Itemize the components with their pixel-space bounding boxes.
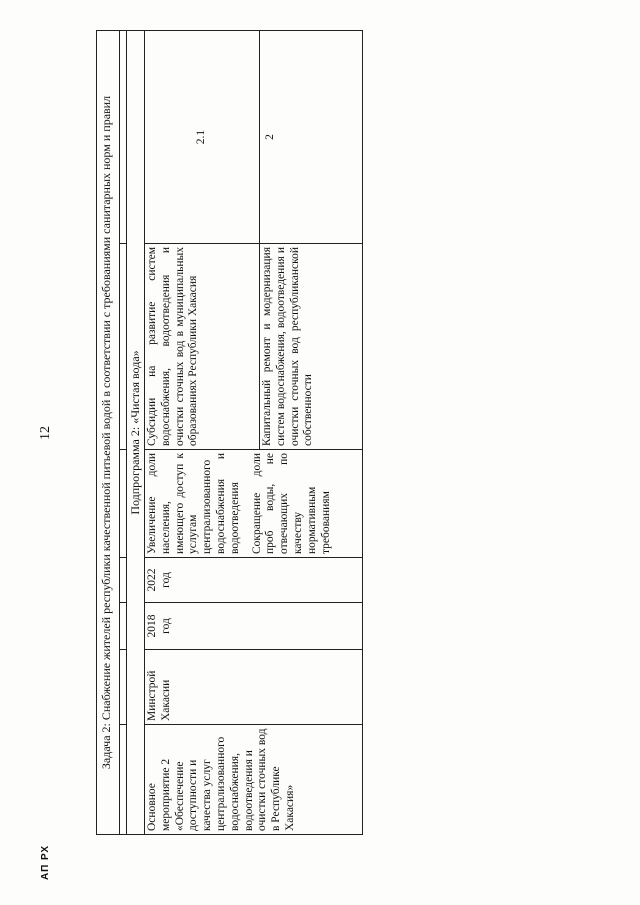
activity-1-cell: Субсидии на развитие систем водоснабжения, водоотведения и очистки сточных вод в муниципальных образованиях Республики Хакасия [145,244,260,450]
end-year-cell: 2022 год [145,558,363,603]
result-1: Увеличение доли населения, имеющего доступ к услугам централизованного водоснабжения и водоотведения [146,453,241,554]
activity-1-ref: 2.1 [145,31,260,244]
table-row [145,31,260,835]
event-cell: Основное мероприятие 2 «Обеспечение доступности и качества услуг централизованного водоснабжения, водоотведения и очистки сточных вод в Республике Хакасия» [145,725,363,835]
results-cell [145,450,363,558]
task-title: Задача 2: Снабжение жителей республики качественной питьевой водой в соответствии с требованиями санитарных норм и правил [97,31,120,835]
page-number: 12 [38,426,53,440]
start-year-cell: 2018 год [145,603,363,650]
subprogram-title: Подпрограмма 2: «Чистая вода» [127,31,145,835]
activity-2-cell: Капитальный ремонт и модернизация систем водоснабжения, водоотведения и очистки сточных вод республиканской собственности [260,244,363,450]
archive-stamp: АП РХ [40,844,51,880]
program-table [96,30,363,835]
result-2: Сокращение доли проб воды, не отвечающих по качеству нормативным требованиям [250,453,332,554]
responsible-cell: Минстрой Хакасии [145,650,363,725]
rotated-table-container [96,30,334,835]
activity-2-ref: 2 [260,31,363,244]
